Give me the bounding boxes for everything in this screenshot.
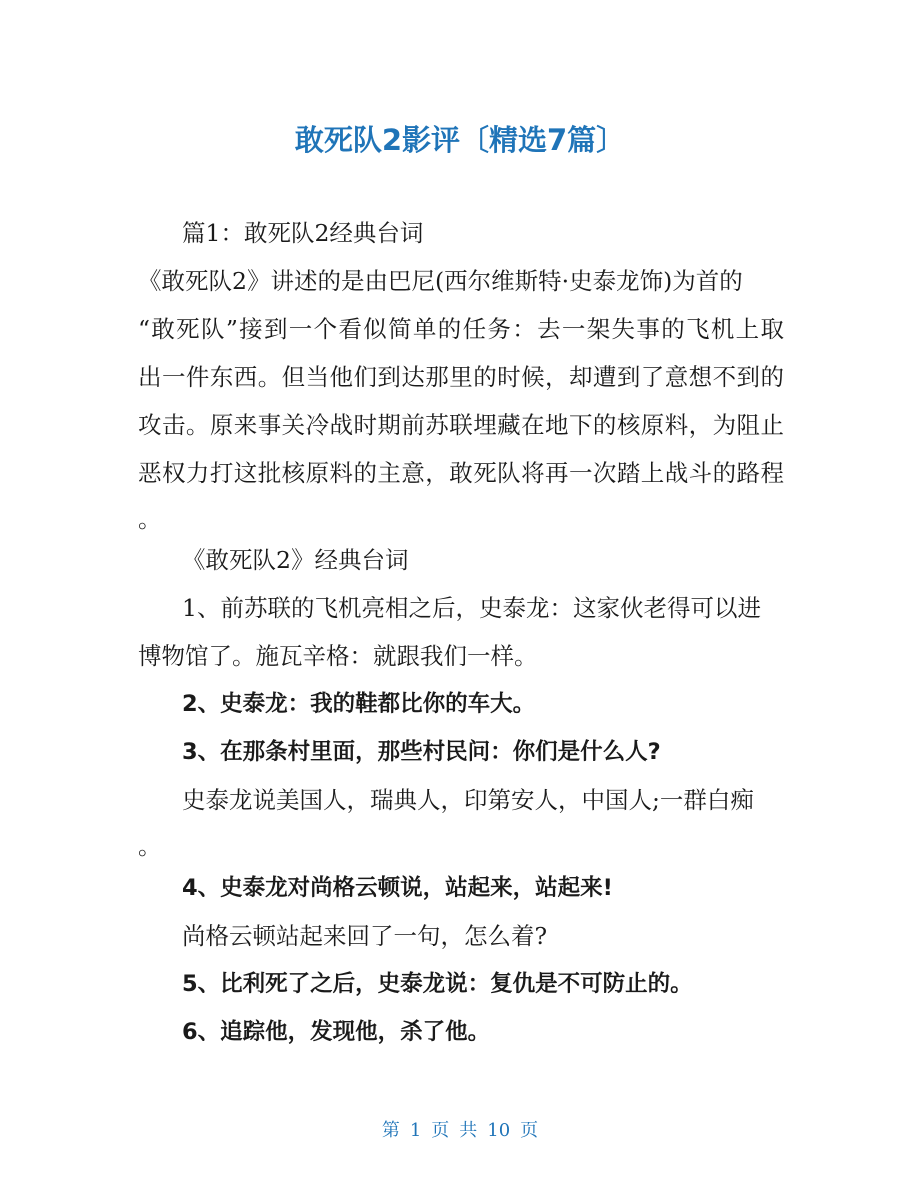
- quote-line-bold: 4、史泰龙对尚格云顿说，站起来，站起来!: [182, 875, 613, 901]
- paragraph-line: “敢死队”接到一个看似简单的任务：去一架失事的飞机上取: [138, 315, 784, 343]
- quote-line: 。: [138, 832, 162, 860]
- footer-page-label: 第: [381, 1120, 400, 1141]
- paragraph-line: 《敢死队2》讲述的是由巴尼(西尔维斯特·史泰龙饰)为首的: [138, 267, 743, 295]
- quote-line: 1、前苏联的飞机亮相之后，史泰龙：这家伙老得可以进: [182, 594, 761, 622]
- footer-total-label: 共: [459, 1120, 478, 1141]
- footer-page-number: 1: [409, 1120, 422, 1141]
- quote-line-bold: 2、史泰龙：我的鞋都比你的车大。: [182, 691, 536, 717]
- quote-line-bold: 3、在那条村里面，那些村民问：你们是什么人?: [182, 739, 661, 765]
- quote-line-bold: 5、比利死了之后，史泰龙说：复仇是不可防止的。: [182, 971, 693, 997]
- paragraph-line: 出一件东西。但当他们到达那里的时候，却遭到了意想不到的: [138, 363, 784, 391]
- paragraph-line: 。: [138, 505, 162, 533]
- quote-line: 史泰龙说美国人，瑞典人，印第安人，中国人;一群白痴: [182, 786, 754, 814]
- page-footer: [0, 1116, 920, 1142]
- quote-line: 尚格云顿站起来回了一句，怎么着?: [182, 922, 548, 950]
- quote-line-bold: 6、追踪他，发现他，杀了他。: [182, 1019, 491, 1045]
- document-title: 敢死队2影评〔精选7篇〕: [294, 123, 626, 157]
- footer-total-pages: 10: [487, 1120, 511, 1141]
- subsection-heading: 《敢死队2》经典台词: [182, 546, 409, 574]
- paragraph-line: 恶权力打这批核原料的主意，敢死队将再一次踏上战斗的路程: [138, 459, 784, 487]
- paragraph-line: 攻击。原来事关冷战时期前苏联埋藏在地下的核原料，为阻止: [138, 411, 784, 439]
- section-heading: 篇1：敢死队2经典台词: [182, 219, 424, 247]
- quote-line: 博物馆了。施瓦辛格：就跟我们一样。: [138, 642, 538, 670]
- footer-page-label: 页: [431, 1120, 450, 1141]
- footer-page-label: 页: [520, 1120, 539, 1141]
